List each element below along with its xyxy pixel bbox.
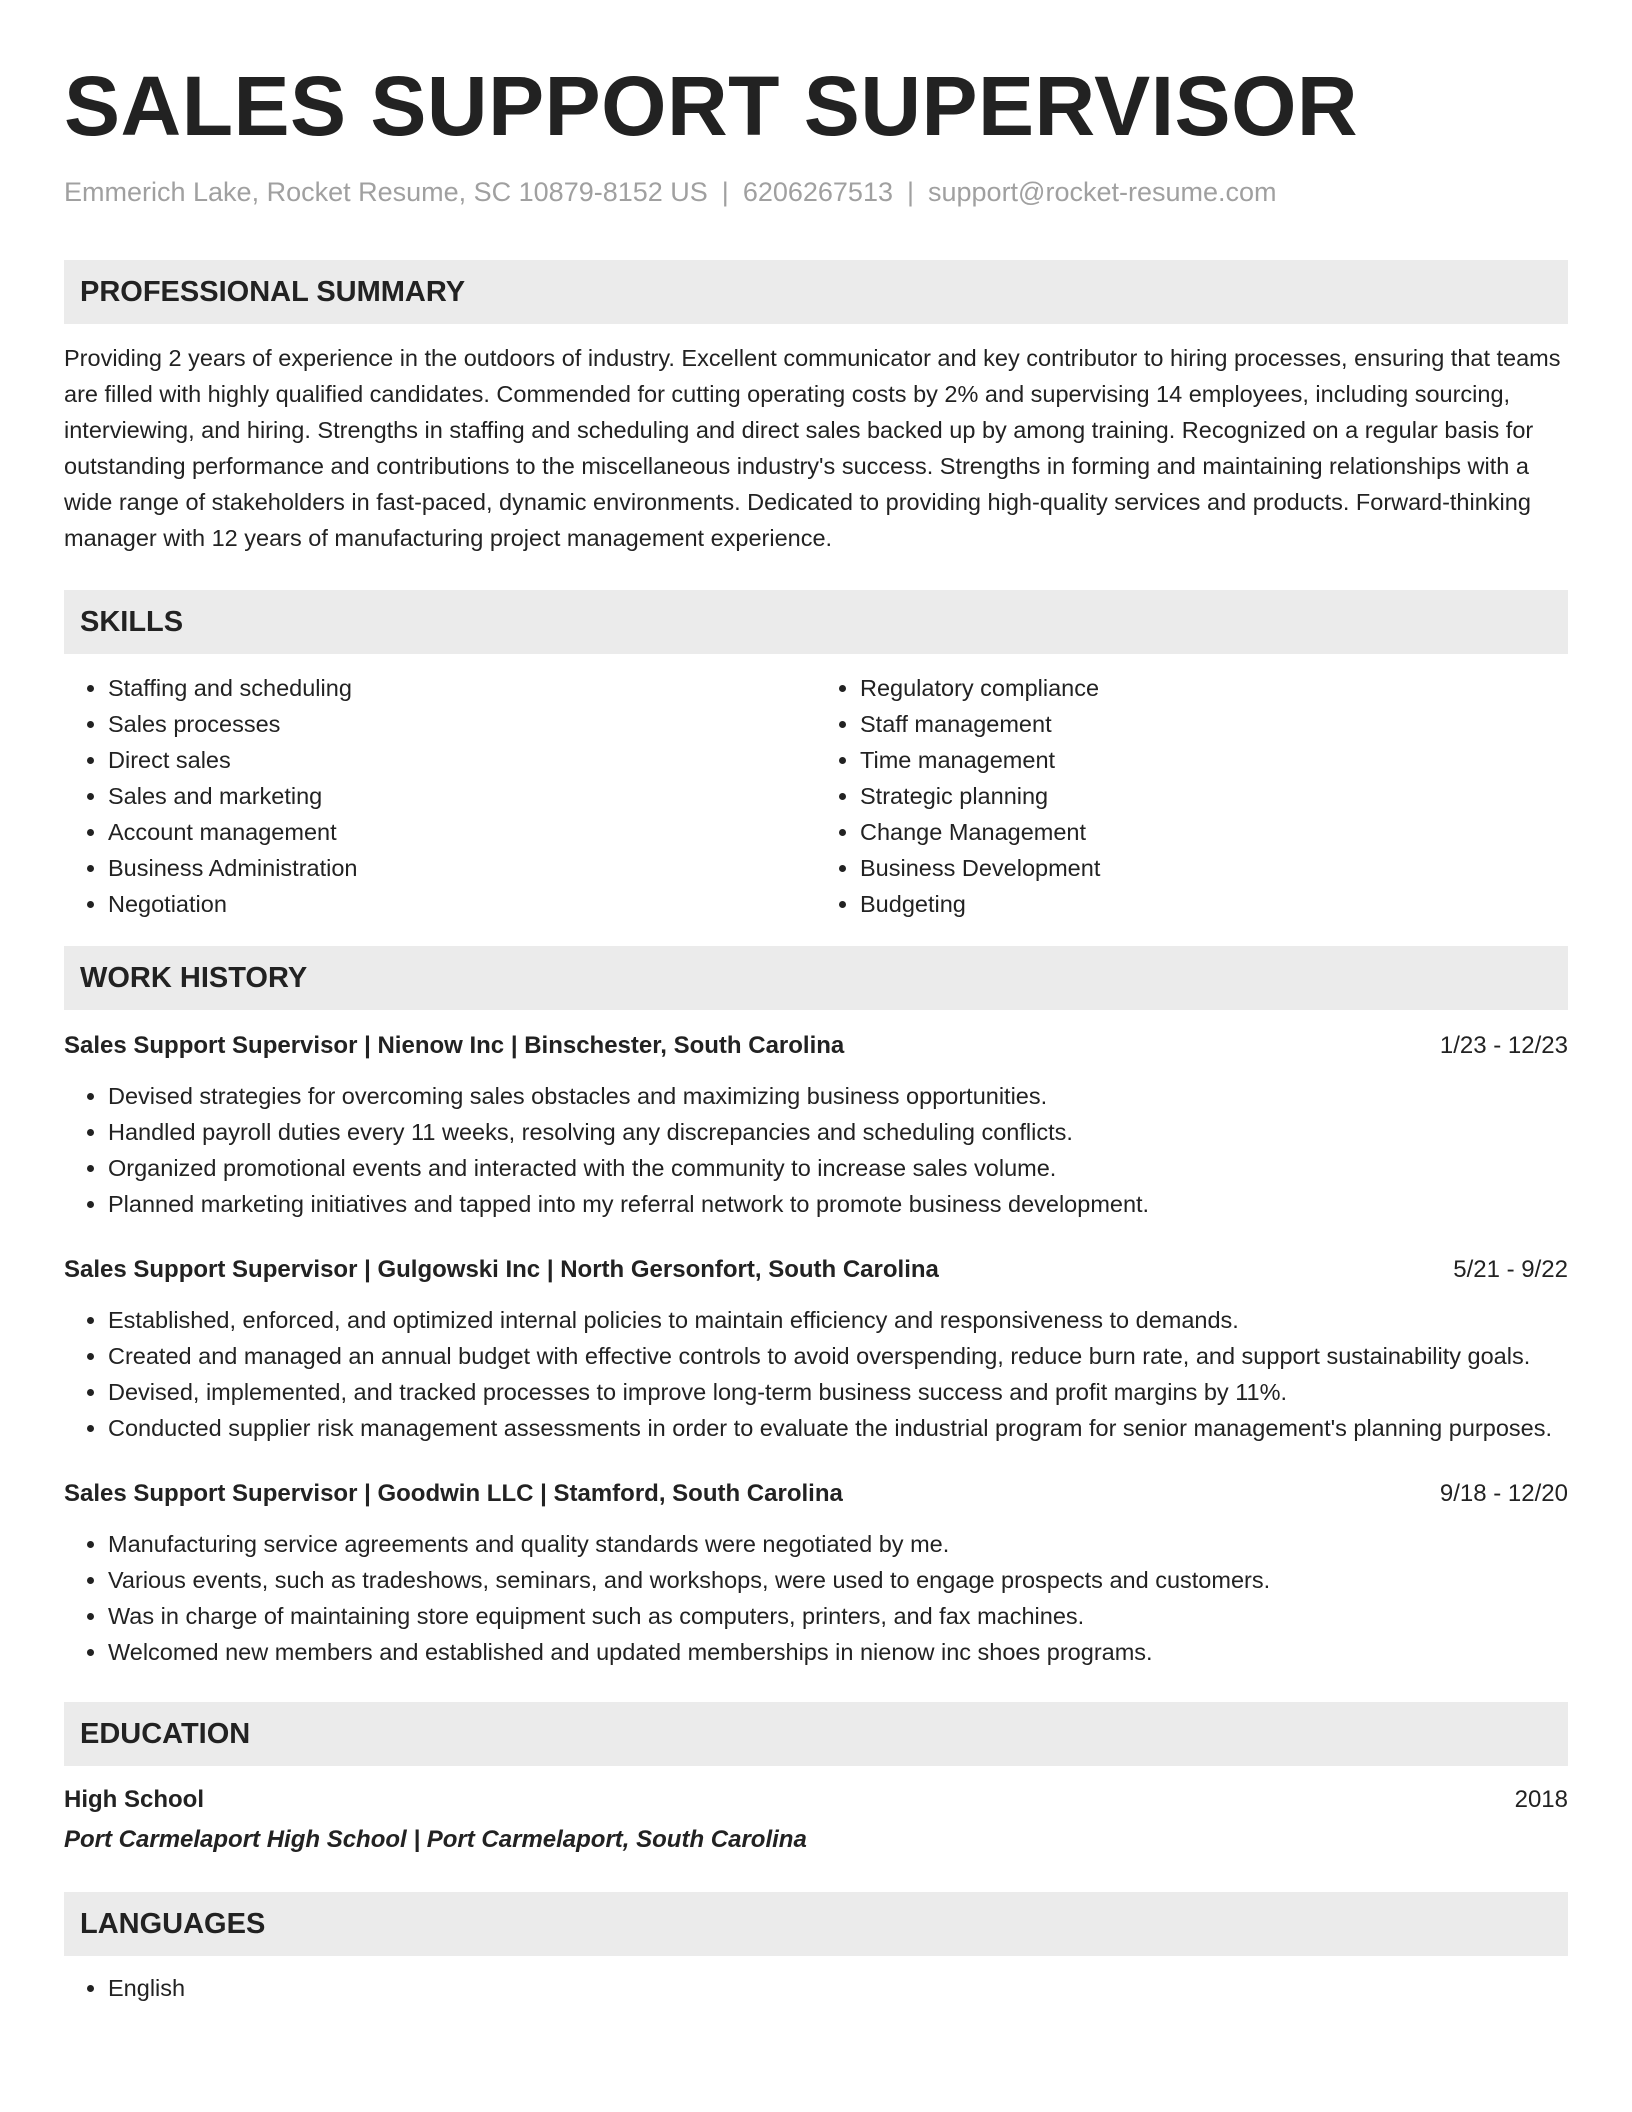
job-bullet: • Planned marketing initiatives and tapped into my referral network to promote business development.: [108, 1186, 1568, 1222]
skill-item: • Sales and marketing: [108, 778, 816, 814]
job-bullet: • Devised, implemented, and tracked processes to improve long-term business success and profit margins by 11%.: [108, 1374, 1568, 1410]
language-item: • English: [108, 1970, 1568, 2006]
job-title: Sales Support Supervisor | Gulgowski Inc | North Gersonfort, South Carolina: [64, 1256, 939, 1283]
job-dates: 1/23 - 12/23: [1439, 1032, 1568, 1059]
job-entry: [64, 1476, 1568, 1670]
job-bullet: • Various events, such as tradeshows, seminars, and workshops, were used to engage prospects and customers.: [108, 1562, 1568, 1598]
skills-column-left: [64, 670, 816, 922]
skill-item: • Time management: [860, 742, 1568, 778]
skill-item: • Business Administration: [108, 850, 816, 886]
job-bullet: • Organized promotional events and interacted with the community to increase sales volume.: [108, 1150, 1568, 1186]
skill-item: • Regulatory compliance: [860, 670, 1568, 706]
skill-item: • Account management: [108, 814, 816, 850]
skill-item: • Business Development: [860, 850, 1568, 886]
education-school: Port Carmelaport High School | Port Carmelaport, South Carolina: [64, 1826, 807, 1853]
job-bullets: [64, 1302, 1568, 1446]
job-entry: [64, 1028, 1568, 1222]
languages-list: [64, 1970, 1568, 2006]
section-heading-work-history: WORK HISTORY: [64, 946, 1568, 1010]
education-year: 2018: [1514, 1786, 1568, 1813]
skill-item: • Staff management: [860, 706, 1568, 742]
skill-item: • Budgeting: [860, 886, 1568, 922]
skill-item: • Strategic planning: [860, 778, 1568, 814]
resume-title: SALES SUPPORT SUPERVISOR: [64, 59, 1359, 153]
summary-text: Providing 2 years of experience in the outdoors of industry. Excellent communicator and key contributor to hiring processes, ensuring that teams are filled with highly qualified candidates. Commended for cutting operating costs by 2% and supervising 14 employees, including sourcing, interviewing, and hiring. Strengths in staffing and scheduling and direct sales backed up by among training. Recognized on a regular basis for outstanding performance and contributions to the miscellaneous industry's success. Strengths in forming and maintaining relationships with a wide range of stakeholders in fast-paced, dynamic environments. Dedicated to providing high-quality services and products. Forward-thinking manager with 12 years of manufacturing project management experience.: [64, 345, 1561, 551]
contact-separator: |: [906, 177, 914, 207]
job-bullet: • Welcomed new members and established and updated memberships in nienow inc shoes programs.: [108, 1634, 1568, 1670]
education-entry: [64, 1782, 1568, 1858]
skill-item: • Change Management: [860, 814, 1568, 850]
job-dates: 9/18 - 12/20: [1439, 1480, 1568, 1507]
education-degree: High School: [64, 1786, 204, 1813]
job-bullet: • Conducted supplier risk management assessments in order to evaluate the industrial program for senior management's planning purposes.: [108, 1410, 1568, 1446]
skill-item: • Sales processes: [108, 706, 816, 742]
section-heading-summary: PROFESSIONAL SUMMARY: [64, 260, 1568, 324]
job-bullet: • Handled payroll duties every 11 weeks, resolving any discrepancies and scheduling conflicts.: [108, 1114, 1568, 1150]
job-entry: [64, 1252, 1568, 1446]
job-bullets: [64, 1526, 1568, 1670]
job-header: [64, 1476, 1568, 1512]
skill-item: • Staffing and scheduling: [108, 670, 816, 706]
job-bullets: [64, 1078, 1568, 1222]
job-bullet: • Manufacturing service agreements and quality standards were negotiated by me.: [108, 1526, 1568, 1562]
skills-column-right: [816, 670, 1568, 922]
job-title: Sales Support Supervisor | Goodwin LLC | Stamford, South Carolina: [64, 1480, 843, 1507]
section-heading-education: EDUCATION: [64, 1702, 1568, 1766]
education-header: [64, 1782, 1568, 1818]
job-dates: 5/21 - 9/22: [1453, 1256, 1568, 1283]
job-header: [64, 1028, 1568, 1064]
job-bullet: • Was in charge of maintaining store equipment such as computers, printers, and fax machines.: [108, 1598, 1568, 1634]
job-bullet: • Devised strategies for overcoming sales obstacles and maximizing business opportunities.: [108, 1078, 1568, 1114]
contact-line: [64, 174, 1568, 210]
skill-item: • Direct sales: [108, 742, 816, 778]
skills-list: [64, 670, 1568, 922]
section-heading-languages: LANGUAGES: [64, 1892, 1568, 1956]
job-header: [64, 1252, 1568, 1288]
job-bullet: • Created and managed an annual budget with effective controls to avoid overspending, reduce burn rate, and support sustainability goals.: [108, 1338, 1568, 1374]
job-bullet: • Established, enforced, and optimized internal policies to maintain efficiency and responsiveness to demands.: [108, 1302, 1568, 1338]
contact-phone: 6206267513: [742, 177, 893, 207]
section-heading-skills: SKILLS: [64, 590, 1568, 654]
skill-item: • Negotiation: [108, 886, 816, 922]
contact-separator: |: [721, 177, 729, 207]
contact-address: Emmerich Lake, Rocket Resume, SC 10879-8152 US: [64, 177, 708, 207]
contact-email: support@rocket-resume.com: [928, 177, 1277, 207]
job-title: Sales Support Supervisor | Nienow Inc | Binschester, South Carolina: [64, 1032, 845, 1059]
